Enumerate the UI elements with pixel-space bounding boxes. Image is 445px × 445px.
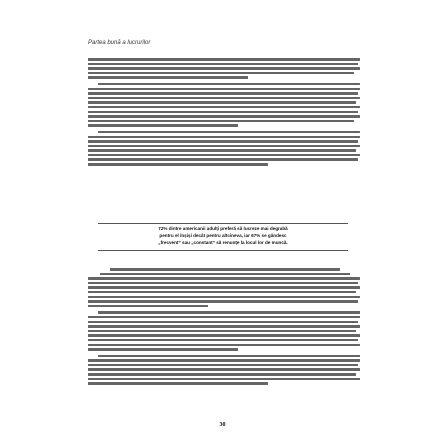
running-head: Partea bună a lucrurilor [88, 40, 151, 46]
page-number: 30 [219, 422, 226, 428]
pull-quote-line: 72% dintre americanii adulți preferă să lucreze mai degrabă [158, 226, 288, 231]
callout-bottom-rule [98, 250, 348, 251]
body-text-bottom [88, 268, 360, 387]
paragraph [88, 58, 360, 79]
paragraph [88, 311, 360, 350]
callout-top-rule [98, 223, 348, 224]
paragraph [88, 355, 360, 385]
paragraph [88, 131, 360, 166]
pull-quote-line: pentru el înșiși decât pentru altcineva, iar 67% se gândesc [159, 233, 287, 238]
body-text-top [88, 58, 360, 168]
pull-quote [96, 225, 350, 246]
pull-quote-line: „frecvent” sau „constant” să renunțe la locul lor de muncă. [158, 240, 288, 245]
paragraph [88, 268, 360, 307]
paragraph [88, 83, 360, 127]
